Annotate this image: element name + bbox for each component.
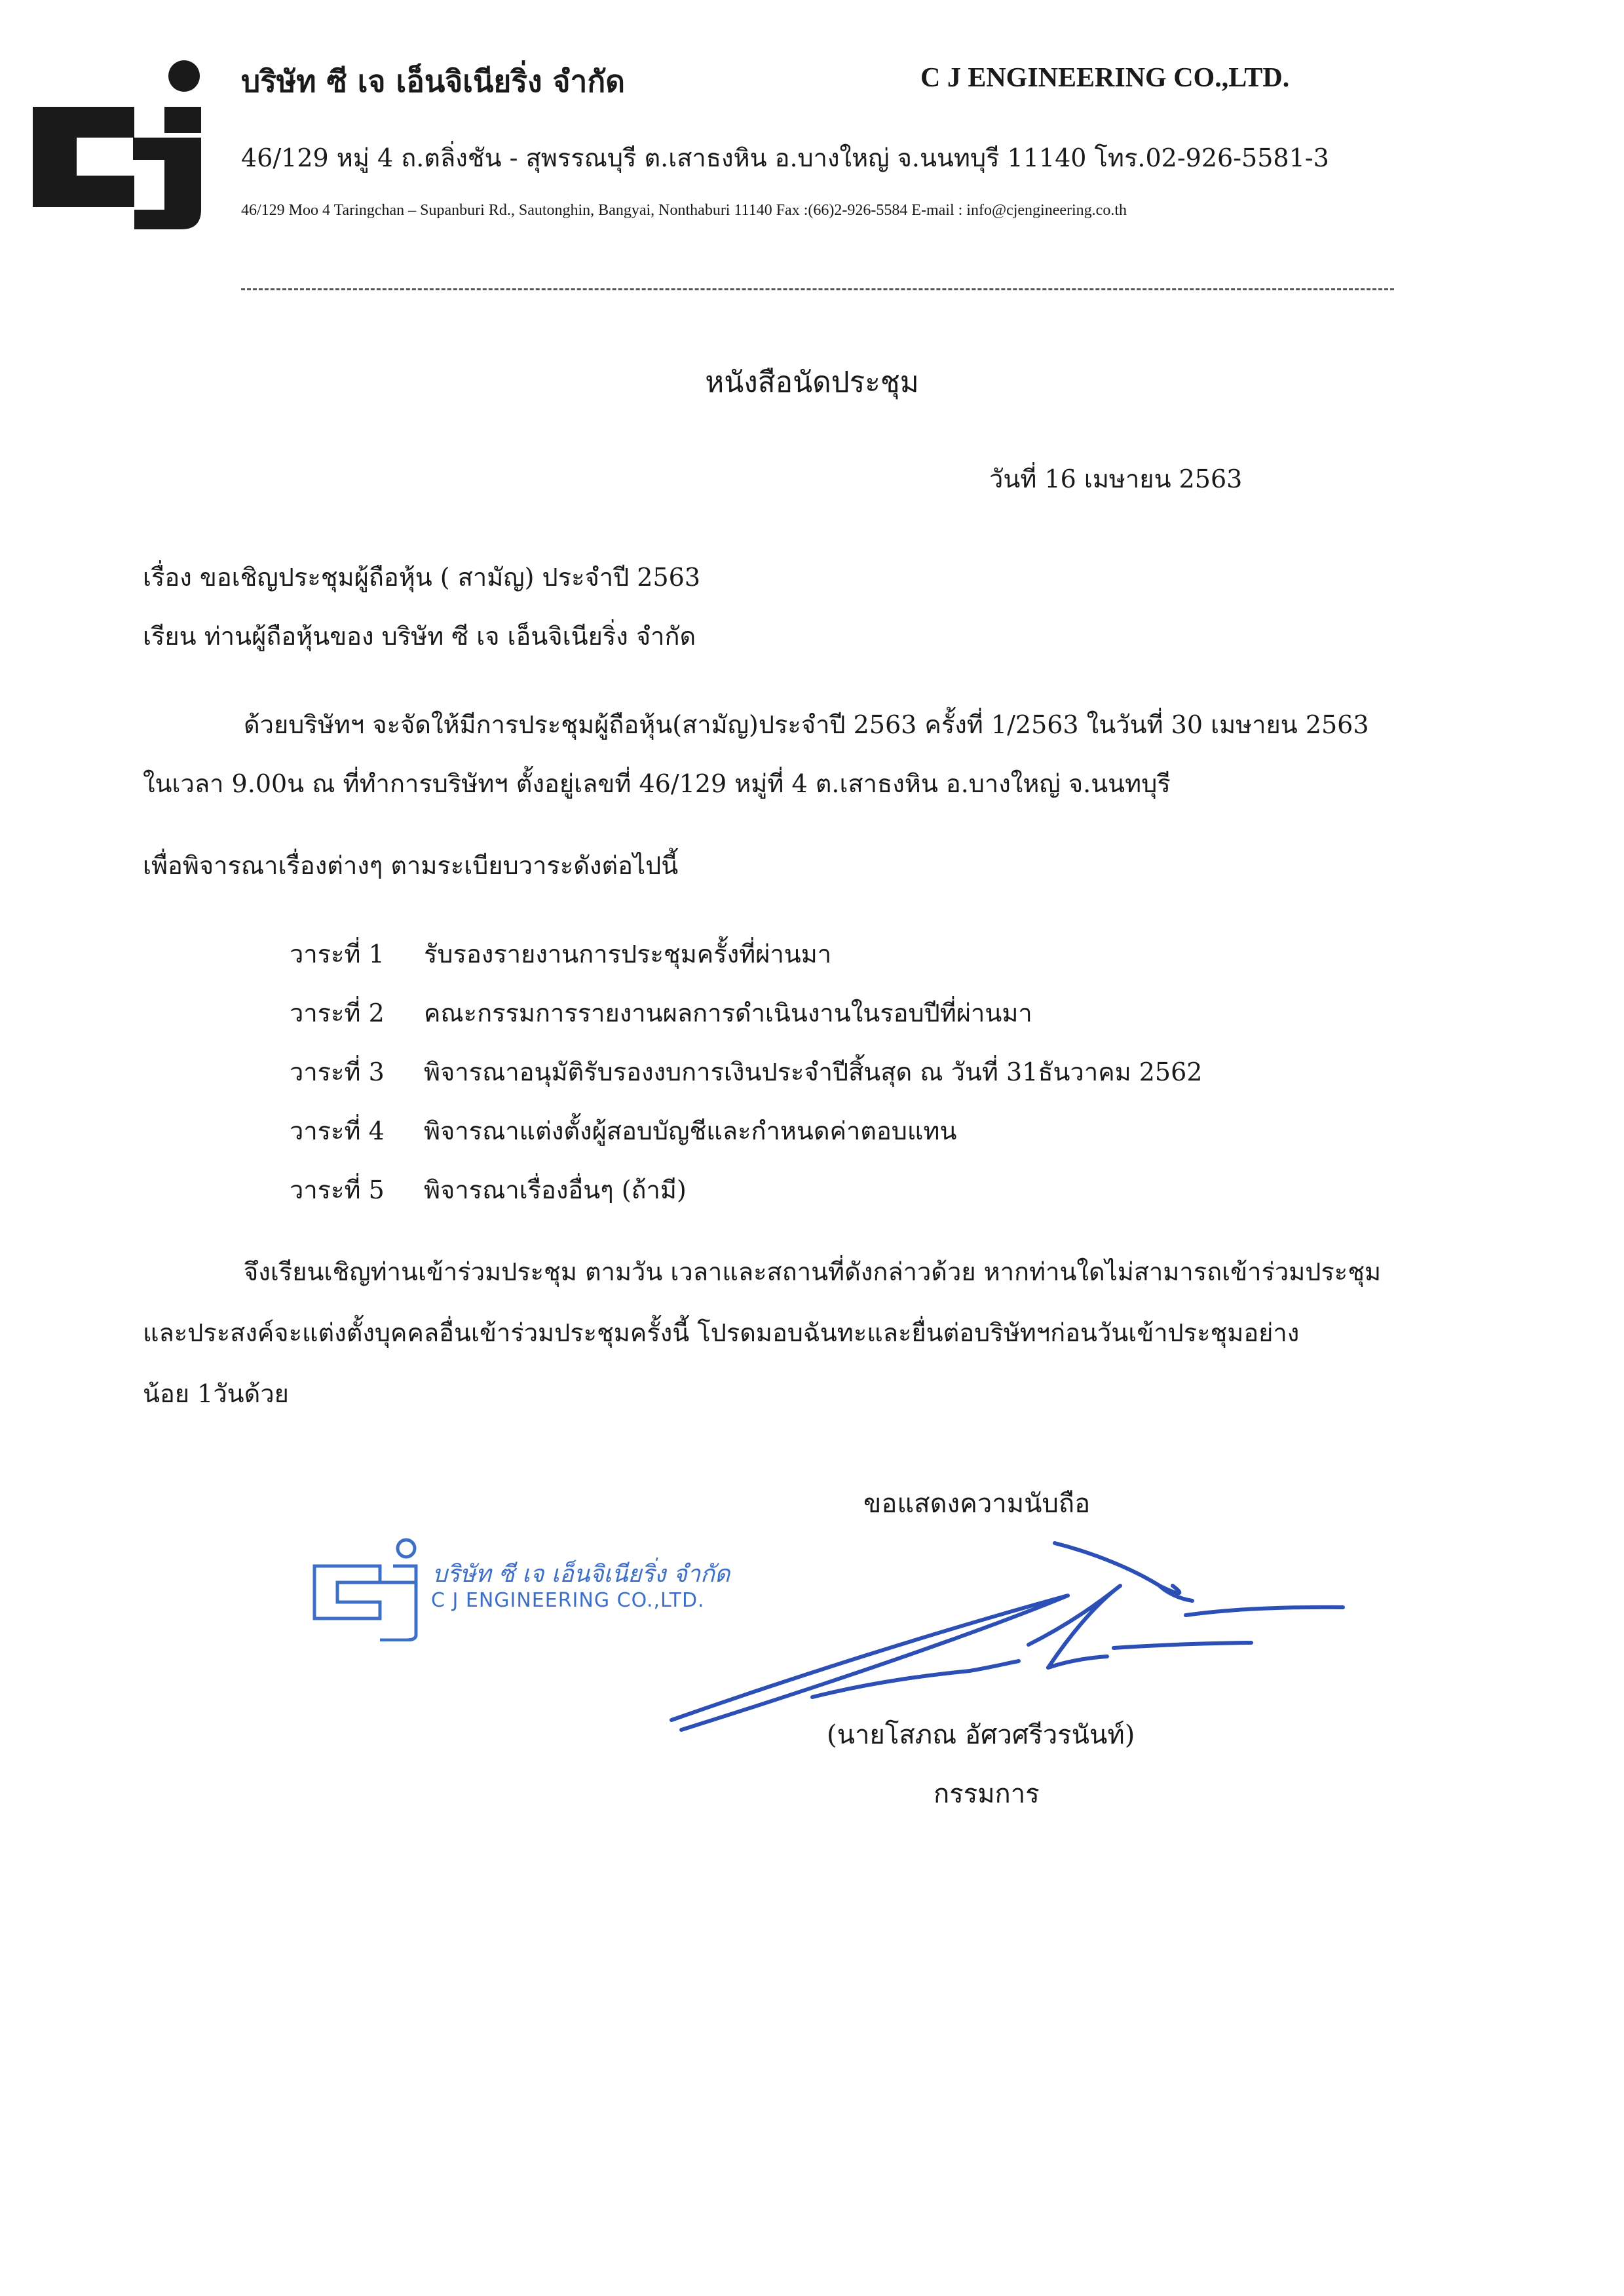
agenda-text: รับรองรายงานการประชุมครั้งที่ผ่านมา [424,940,832,968]
subject-line: เรื่อง ขอเชิญประชุมผู้ถือหุ้น ( สามัญ) ประจำปี 2563 [143,563,701,592]
agenda-number: วาระที่ 3 [290,1058,385,1086]
paragraph-2-line-1: จึงเรียนเชิญท่านเข้าร่วมประชุม ตามวัน เวลาและสถานที่ดังกล่าวด้วย หากท่านใดไม่สามารถเข้าร่วมประชุม [244,1257,1382,1286]
agenda-item [290,1052,1202,1092]
address-thai: 46/129 หมู่ 4 ถ.ตลิ่งชัน - สุพรรณบุรี ต.เสาธงหิน อ.บางใหญ่ จ.นนทบุรี 11140 โทร.02-926-5581-3 [241,144,1329,172]
signature [662,1533,1363,1743]
paragraph-2-line-2: และประสงค์จะแต่งตั้งบุคคลอื่นเข้าร่วมประชุมครั้งนี้ โปรดมอบฉันทะและยื่นต่อบริษัทฯก่อนวันเข้าประชุมอย่าง [143,1318,1300,1347]
stamp-company-thai: บริษัท ซี เจ เอ็นจิเนียริ่ง จำกัด [432,1561,730,1588]
company-logo [29,58,206,231]
stamp-logo-icon [308,1537,426,1641]
agenda-item [290,993,1032,1033]
agenda-number: วาระที่ 4 [290,1117,385,1145]
agenda-text: พิจารณาเรื่องอื่นๆ (ถ้ามี) [424,1176,687,1204]
agenda-item [290,934,831,974]
stamp-company-english: C J ENGINEERING CO.,LTD. [431,1589,705,1612]
agenda-number: วาระที่ 1 [290,940,385,968]
agenda-intro: เพื่อพิจารณาเรื่องต่างๆ ตามระเบียบวาระดังต่อไปนี้ [143,851,679,880]
agenda-text: พิจารณาอนุมัติรับรองงบการเงินประจำปีสิ้นสุด ณ วันที่ 31ธันวาคม 2562 [424,1058,1203,1086]
agenda-item [290,1170,687,1210]
agenda-text: พิจารณาแต่งตั้งผู้สอบบัญชีและกำหนดค่าตอบแทน [424,1117,957,1145]
header-divider [241,288,1394,290]
paragraph-1-line-2: ในเวลา 9.00น ณ ที่ทำการบริษัทฯ ตั้งอยู่เลขที่ 46/129 หมู่ที่ 4 ต.เสาธงหิน อ.บางใหญ่ จ.นนทบุรี [143,769,1171,798]
signer-name: (นายโสภณ อัศวศรีวรนันท์) [827,1720,1135,1750]
recipient-line: เรียน ท่านผู้ถือหุ้นของ บริษัท ซี เจ เอ็นจิเนียริ่ง จำกัด [143,622,696,651]
paragraph-2-line-3: น้อย 1วันด้วย [143,1379,289,1408]
agenda-number: วาระที่ 5 [290,1176,385,1204]
agenda-item [290,1111,956,1151]
document-date: วันที่ 16 เมษายน 2563 [989,465,1243,493]
closing-salutation: ขอแสดงความนับถือ [863,1489,1091,1519]
signer-position: กรรมการ [934,1779,1040,1809]
agenda-text: คณะกรรมการรายงานผลการดำเนินงานในรอบปีที่ผ่านมา [424,999,1032,1027]
company-name-thai: บริษัท ซี เจ เอ็นจิเนียริ่ง จำกัด [241,64,626,99]
address-english: 46/129 Moo 4 Taringchan – Supanburi Rd., Sautonghin, Bangyai, Nonthaburi 11140 Fax :(66)2-926-5584 E-mail : info@cjengineering.co.th [241,202,1127,219]
document-title: หนังสือนัดประชุม [705,366,919,399]
paragraph-1-line-1: ด้วยบริษัทฯ จะจัดให้มีการประชุมผู้ถือหุ้น(สามัญ)ประจำปี 2563 ครั้งที่ 1/2563 ในวันที่ 30 เมษายน 2563 [244,710,1369,739]
agenda-number: วาระที่ 2 [290,999,385,1027]
company-name-english: C J ENGINEERING CO.,LTD. [920,63,1290,93]
